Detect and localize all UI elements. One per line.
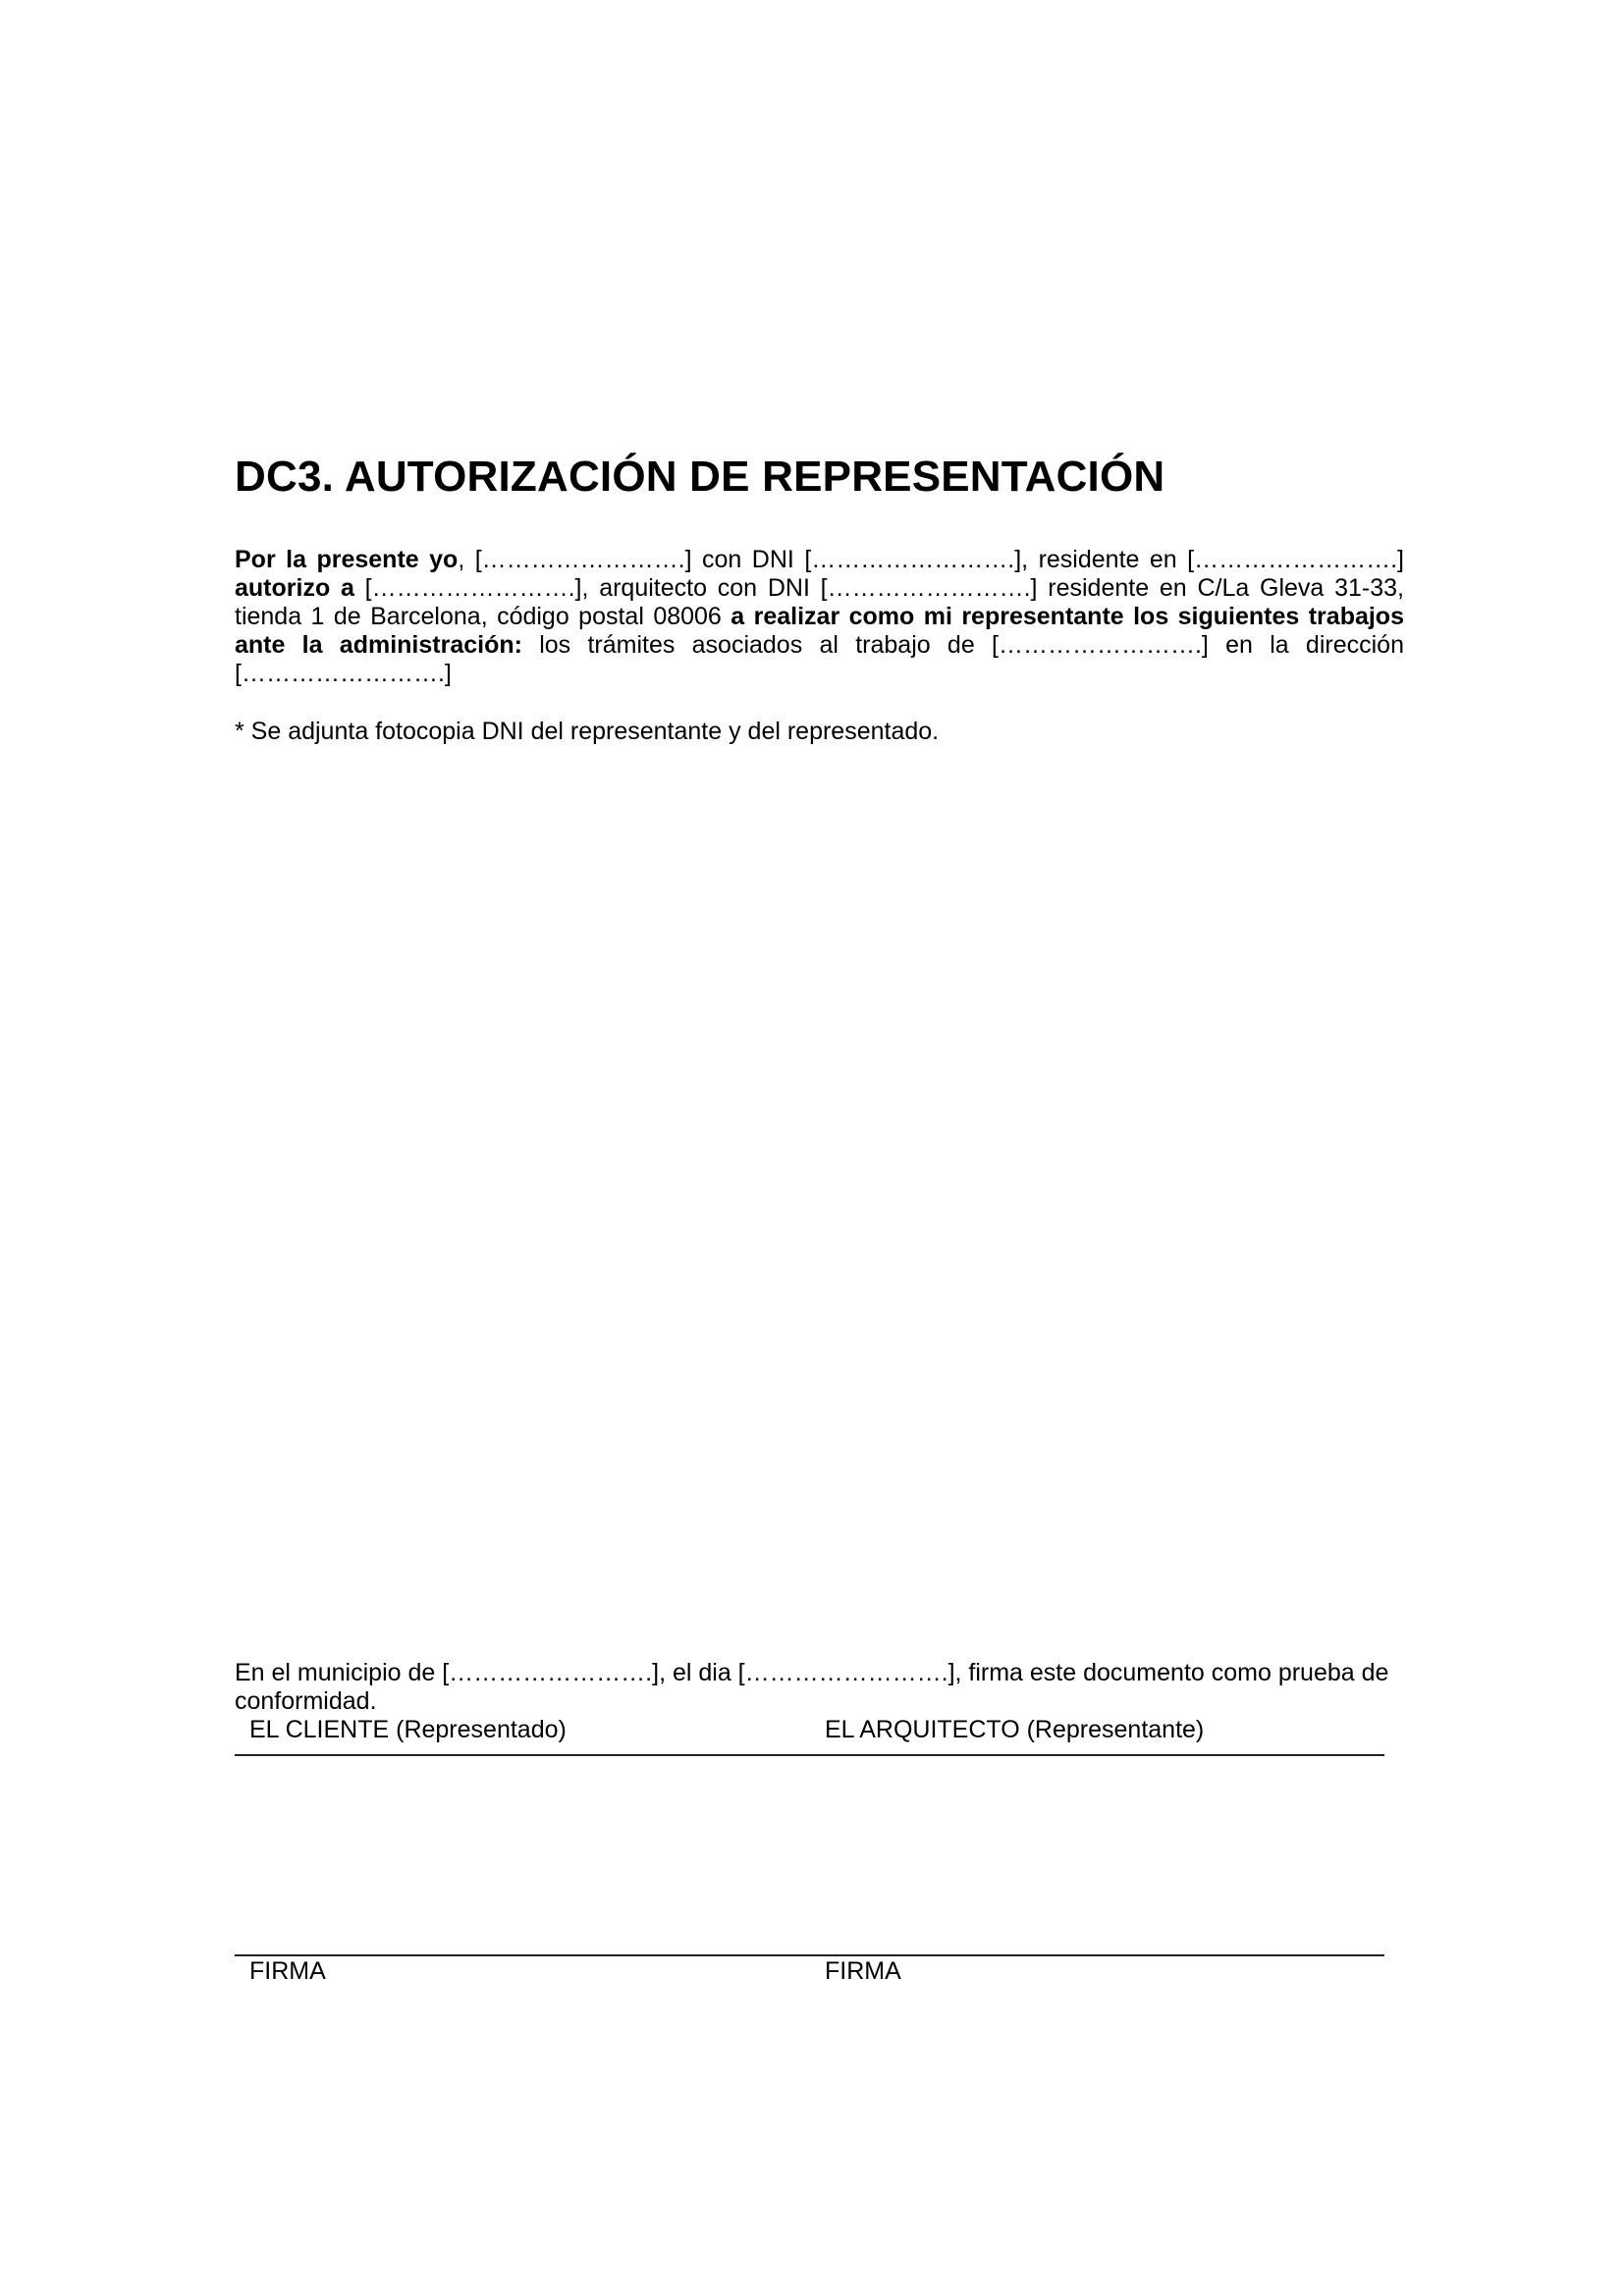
client-signature-label: FIRMA: [249, 1957, 326, 1985]
client-label: EL CLIENTE (Representado): [249, 1716, 567, 1743]
paragraph-architect: […………………….], arquitecto con DNI […………………….] residente en C/La Gleva 31-33, tienda 1 de Barcelona, código postal 08006: [235, 574, 1404, 630]
place-date-statement: En el municipio de […………………….], el dia […………………….], firma este documento como prueba de conformidad.: [235, 1659, 1389, 1715]
attachment-note: * Se adjunta fotocopia DNI del representante y del representado.: [235, 718, 940, 745]
paragraph-authorize: autorizo a: [235, 574, 354, 602]
architect-label: EL ARQUITECTO (Representante): [825, 1716, 1205, 1743]
architect-signature-label: FIRMA: [825, 1957, 901, 1985]
page-title: DC3. AUTORIZACIÓN DE REPRESENTACIÓN: [235, 453, 1165, 501]
signature-top-rule: [235, 1754, 1384, 1756]
paragraph-scope: los trámites asociados al trabajo de […………………….] en la dirección […………………….]: [235, 631, 1404, 687]
authorization-paragraph: [235, 546, 1404, 688]
signature-bottom-rule: [235, 1954, 1384, 1956]
paragraph-identity: , […………………….] con DNI […………………….], residente en […………………….]: [458, 546, 1404, 573]
paragraph-purpose: a realizar como mi representante los siguientes trabajos ante la administración:: [235, 603, 1404, 659]
paragraph-opening: Por la presente yo: [235, 546, 459, 573]
